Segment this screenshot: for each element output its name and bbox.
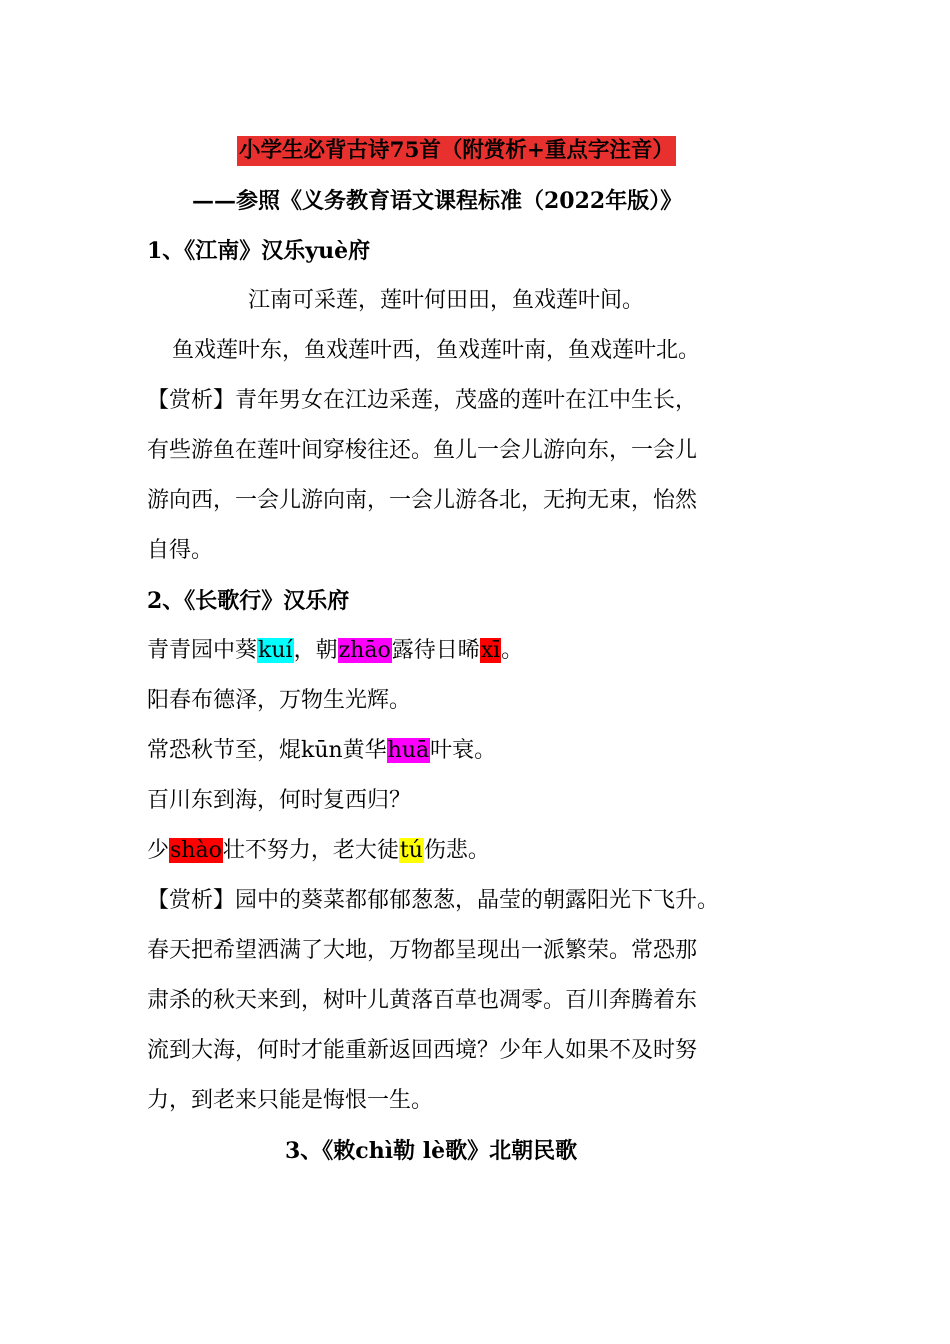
poem1-analysis-line4: 自得。 [147,538,214,563]
poem2-line5-text-c: 伤悲。 [423,838,490,863]
poem2-line4: 百川东到海，何时复西归？ [147,788,412,813]
poem2-line2: 阳春布德泽，万物生光辉。 [147,688,412,713]
poem2-line3-text-b: 叶衰。 [430,738,497,763]
poem2-line3 [147,736,496,766]
poem1-line2: 鱼戏莲叶东，鱼戏莲叶西，鱼戏莲叶南，鱼戏莲叶北。 [172,338,701,363]
poem1-line1: 江南可采莲，莲叶何田田，鱼戏莲叶间。 [248,288,645,313]
pinyin-highlight-xi: xī [480,638,501,663]
poem2-line5-text-a: 少 [147,838,170,863]
poem2-line1-text-c: 露待日晞 [391,638,480,663]
poem2-analysis-line4: 流到大海，何时才能重新返回西境？少年人如果不及时努 [147,1038,698,1063]
poem2-line3-text-a: 常恐秋节至，焜kūn黄华 [147,738,387,763]
poem2-analysis-line3: 肃杀的秋天来到，树叶儿黄落百草也凋零。百川奔腾着东 [147,988,698,1013]
document-title: 小学生必背古诗75首（附赏析+重点字注音） [237,136,676,166]
poem2-line1-text-b: ，朝 [293,638,338,663]
poem2-analysis-line5: 力，到老来只能是悔恨一生。 [147,1088,434,1113]
poem2-analysis-line2: 春天把希望洒满了大地，万物都呈现出一派繁荣。常恐那 [147,938,698,963]
poem2-heading: 2、《长歌行》汉乐府 [147,588,350,614]
poem1-heading: 1、《江南》汉乐yuè府 [147,238,371,264]
poem2-line5 [147,836,490,866]
poem2-line1-text-d: 。 [501,638,524,663]
poem1-analysis-line2: 有些游鱼在莲叶间穿梭往还。鱼儿一会儿游向东，一会儿 [147,438,698,463]
poem1-analysis-line1: 【赏析】青年男女在江边采莲，茂盛的莲叶在江中生长， [147,388,698,413]
poem2-line1-text-a: 青青园中葵 [147,638,258,663]
poem1-analysis-line3: 游向西，一会儿游向南，一会儿游各北，无拘无束，怡然 [147,488,698,513]
pinyin-highlight-hua: huā [387,738,430,763]
pinyin-highlight-tu: tú [399,838,423,863]
poem3-heading: 3、《敕chì勒 lè歌》北朝民歌 [285,1138,578,1164]
poem2-analysis-line1: 【赏析】园中的葵菜都郁郁葱葱，晶莹的朝露阳光下飞升。 [147,888,720,913]
poem2-line1 [147,636,523,666]
pinyin-highlight-zhao: zhāo [338,638,391,663]
poem2-line5-text-b: 壮不努力，老大徒 [222,838,399,863]
pinyin-highlight-shao: shào [170,838,222,863]
pinyin-highlight-kui: kuí [258,638,293,663]
document-subtitle: ——参照《义务教育语文课程标准（2022年版）》 [192,188,683,214]
